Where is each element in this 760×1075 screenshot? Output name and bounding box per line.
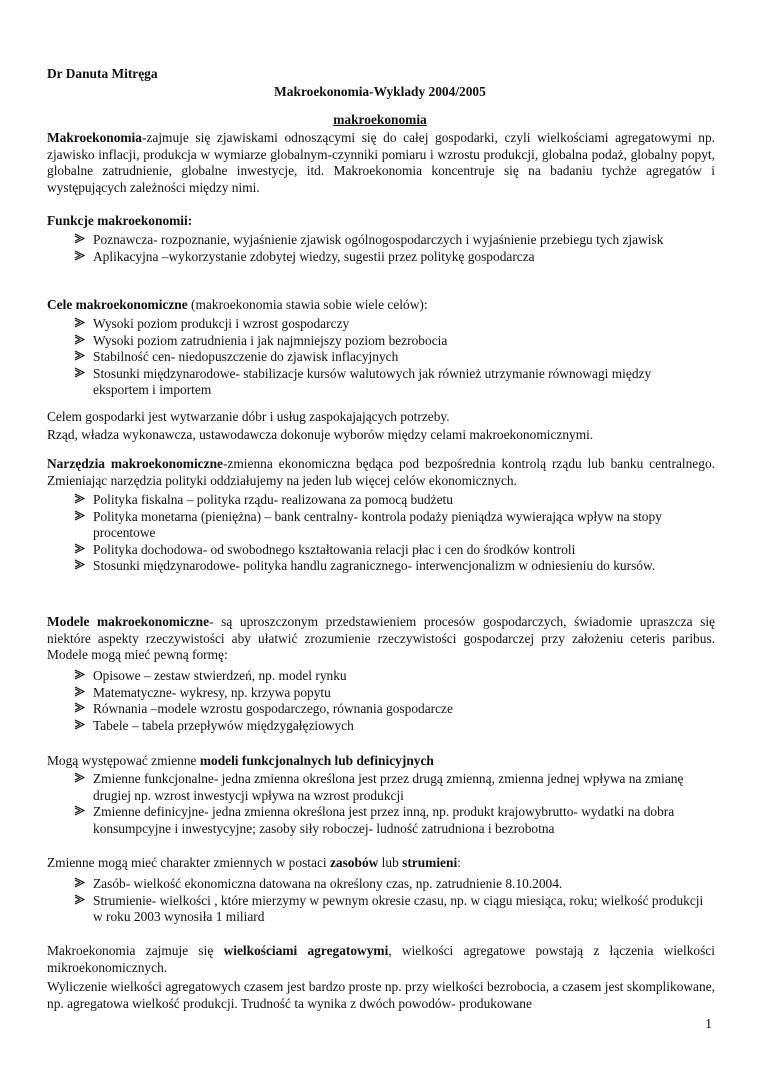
cele-heading-rest: (makroekonomia stawia sobie wiele celów):	[187, 297, 428, 312]
list-item	[74, 558, 710, 575]
list-item	[74, 509, 710, 542]
intro-term: Makroekonomia	[47, 130, 142, 145]
charakter-item-text: Strumienie- wielkości , które mierzymy w pewnym okresie czasu, np. w ciągu miesiąca, roku; wielkość produkcji w roku 2003 wynosiła 1 miliard	[93, 892, 704, 925]
document-title: Makroekonomia-Wyklady 2004/2005	[274, 84, 486, 99]
modele-item-text: Równania –modele wzrostu gospodarczego, równania gospodarcze	[93, 701, 453, 717]
list-item	[74, 349, 710, 366]
narzedzia-item-text: Polityka monetarna (pieniężna) – bank centralny- kontrola podaży pieniądza wywierająca wpływ na stopy procentowe	[93, 508, 662, 541]
arrowhead-bullet-icon	[74, 685, 88, 702]
narzedzia-heading: Narzędzia makroekonomiczne	[47, 456, 223, 471]
arrowhead-bullet-icon	[74, 558, 88, 575]
agregaty-bold: wielkościami agregatowymi	[223, 943, 389, 958]
funkcje-item-text: Poznawcza- rozpoznanie, wyjaśnienie zjawisk ogólnogospodarczych i wyjaśnienie przebiegu tych zjawisk	[93, 232, 664, 247]
list-item	[74, 771, 710, 804]
zmienne-intro	[47, 753, 715, 770]
modele-paragraph	[47, 614, 715, 664]
modele-list	[74, 668, 710, 734]
arrowhead-bullet-icon	[74, 232, 88, 249]
arrowhead-bullet-icon	[74, 876, 88, 893]
arrowhead-bullet-icon	[74, 804, 88, 821]
narzedzia-paragraph	[47, 456, 715, 489]
zmienne-item-text: Zmienne funkcjonalne- jedna zmienna określona jest przez drugą zmienną, zmienna jednej wpływa na zmianę drugiej np. wzrost inwestycji wpływa na wzrost produkcji	[93, 771, 684, 803]
arrowhead-bullet-icon	[74, 316, 88, 333]
zmienne-pre: Mogą występować zmienne	[47, 753, 200, 768]
list-item	[74, 718, 710, 735]
charakter-post: :	[457, 855, 461, 870]
cele-after-1: Celem gospodarki jest wytwarzanie dóbr i usług zaspokajających potrzeby.	[47, 409, 450, 424]
narzedzia-item-text: Polityka dochodowa- od swobodnego kształtowania relacji płac i cen do środków kontroli	[93, 541, 576, 557]
charakter-item-text: Zasób- wielkość ekonomiczna datowana na określony czas, np. zatrudnienie 8.10.2004.	[93, 876, 563, 891]
charakter-mid: lub	[378, 855, 403, 870]
list-item	[74, 542, 710, 559]
intro-paragraph	[47, 130, 715, 196]
arrowhead-bullet-icon	[74, 366, 88, 383]
modele-item-text: Matematyczne- wykresy, np. krzywa popytu	[93, 684, 331, 700]
arrowhead-bullet-icon	[74, 349, 88, 366]
intro-text: -zajmuje się zjawiskami odnoszącymi się do całej gospodarki, czyli wielkościami agregatowymi np. zjawisko inflacji, produkcja w wymiarze globalnym-czynniki pomiaru i wzrostu produkcji, globalna podaż, globalny popyt, globalne zatrudnienie, globalne inwestycje, itd. Makroekonomia koncentruje się na badaniu tychże agregatów i występujących zależności między nimi.	[47, 130, 715, 195]
section-title: makroekonomia	[333, 112, 427, 127]
list-item	[74, 668, 710, 685]
modele-item-text: Tabele – tabela przepływów międzygałęziowych	[93, 717, 354, 733]
list-item	[74, 876, 710, 893]
zmienne-item-text: Zmienne definicyjne- jedna zmienna określona jest przez inną, np. produkt krajowybrutto- wydatki na dobra konsumpcyjne i inwestycyjne; zasoby siły roboczej- ludność zatrudniona i bezrobotna	[93, 804, 675, 836]
arrowhead-bullet-icon	[74, 893, 88, 910]
cele-item-text: Stosunki międzynarodowe- stabilizacje kursów walutowych jak również utrzymanie równowagi między eksportem i importem	[93, 365, 652, 398]
charakter-bold-strumieni: strumieni	[402, 855, 458, 870]
funkcje-item-text: Aplikacyjna –wykorzystanie zdobytej wiedzy, sugestii przez politykę gospodarcza	[93, 248, 535, 264]
agregaty-paragraph-2: Wyliczenie wielkości agregatowych czasem jest bardzo proste np. przy wielkości bezrobocia, a czasem jest skomplikowane, np. agregatowa wielkość produkcji. Trudność ta wynika z dwóch powodów- produkowane	[47, 979, 715, 1011]
list-item	[74, 804, 710, 837]
author-name: Dr Danuta Mitręga	[47, 66, 158, 81]
modele-text: - są uproszczonym przedstawieniem procesów gospodarczych, świadomie upraszcza się niektóre aspekty rzeczywistości aby ułatwić zrozumienie rzeczywistości gospodarczej przy założeniu ceteris paribus. Modele mogą mieć pewną formę:	[47, 614, 716, 663]
narzedzia-item-text: Polityka fiskalna – polityka rządu- realizowana za pomocą budżetu	[93, 492, 453, 507]
cele-item-text: Wysoki poziom zatrudnienia i jak najmniejszy poziom bezrobocia	[93, 332, 448, 348]
cele-item-text: Wysoki poziom produkcji i wzrost gospodarczy	[93, 316, 350, 331]
list-item	[74, 366, 710, 399]
cele-heading: Cele makroekonomiczne	[47, 297, 188, 312]
agregaty-pre: Makroekonomia zajmuje się	[47, 943, 224, 958]
narzedzia-item-text: Stosunki międzynarodowe- polityka handlu zagranicznego- interwencjonalizm w odniesieniu do kursów.	[93, 558, 656, 574]
modele-heading: Modele makroekonomiczne	[47, 614, 210, 629]
narzedzia-list	[74, 492, 710, 575]
arrowhead-bullet-icon	[74, 542, 88, 559]
arrowhead-bullet-icon	[74, 668, 88, 685]
cele-heading-line	[47, 297, 715, 314]
arrowhead-bullet-icon	[74, 333, 88, 350]
list-item	[74, 492, 710, 509]
list-item	[74, 893, 710, 926]
charakter-bold-zasobow: zasobów	[329, 855, 379, 870]
list-item	[74, 232, 710, 249]
list-item	[74, 685, 710, 702]
charakter-intro	[47, 855, 715, 872]
cele-list	[74, 316, 710, 399]
list-item	[74, 249, 710, 266]
funkcje-heading: Funkcje makroekonomii:	[47, 213, 193, 228]
arrowhead-bullet-icon	[74, 249, 88, 266]
list-item	[74, 701, 710, 718]
agregaty-post: , wielkości agregatowe powstają z łączenia wielkości mikroekonomicznych.	[47, 943, 715, 975]
zmienne-list	[74, 771, 710, 837]
funkcje-list	[74, 232, 710, 265]
agregaty-paragraph	[47, 943, 715, 976]
charakter-list	[74, 876, 710, 926]
narzedzia-text: -zmienna ekonomiczna będąca pod bezpośrednia kontrolą rządu lub banku centralnego. Zmieniając narzędzia polityki oddziałujemy na jeden lub więcej celów ekonomicznych.	[47, 456, 715, 488]
page-number: 1	[705, 1016, 712, 1031]
arrowhead-bullet-icon	[74, 492, 88, 509]
list-item	[74, 316, 710, 333]
arrowhead-bullet-icon	[74, 718, 88, 735]
arrowhead-bullet-icon	[74, 701, 88, 718]
cele-item-text: Stabilność cen- niedopuszczenie do zjawisk inflacyjnych	[93, 349, 399, 365]
charakter-pre: Zmienne mogą mieć charakter zmiennych w postaci	[47, 855, 330, 870]
modele-item-text: Opisowe – zestaw stwierdzeń, np. model rynku	[93, 668, 347, 683]
cele-after-2: Rząd, władza wykonawcza, ustawodawcza dokonuje wyborów między celami makroekonomicznymi.	[47, 427, 594, 442]
arrowhead-bullet-icon	[74, 771, 88, 788]
arrowhead-bullet-icon	[74, 509, 88, 526]
list-item	[74, 333, 710, 350]
zmienne-bold: modeli funkcjonalnych lub definicyjnych	[199, 753, 434, 768]
